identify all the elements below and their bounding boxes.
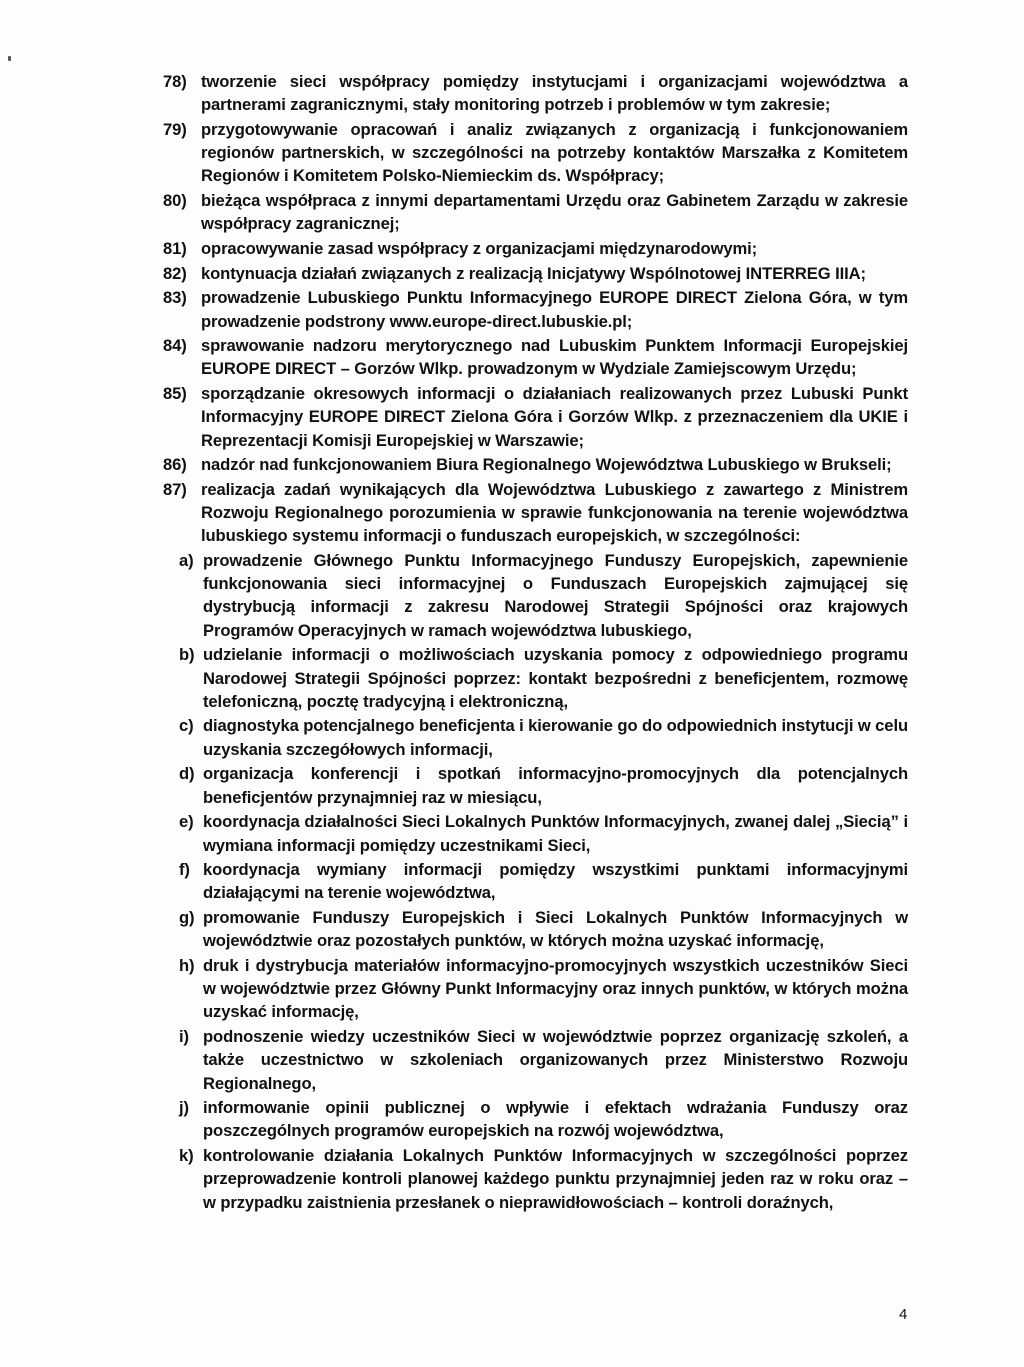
item-number: 80) — [163, 191, 187, 211]
subitem-letter: f) — [179, 860, 190, 880]
list-item-84 — [163, 334, 908, 380]
document-body — [163, 70, 908, 1215]
sublist-item-h — [163, 954, 908, 1024]
subitem-text: organizacja konferencji i spotkań informacyjno-promocyjnych dla potencjalnych beneficjentów przynajmniej raz w miesiącu, — [203, 764, 908, 807]
item-number: 81) — [163, 238, 187, 258]
subitem-letter: j) — [179, 1098, 189, 1118]
subitem-letter: d) — [179, 764, 195, 784]
item-number: 78) — [163, 72, 187, 91]
list-item-85 — [163, 382, 908, 452]
item-number: 85) — [163, 384, 187, 404]
list-item-87 — [163, 478, 908, 548]
subitem-text: udzielanie informacji o możliwościach uzyskania pomocy z odpowiedniego programu Narodowej Strategii Spójności poprzez: kontakt bezpośredni z beneficjentem, rozmowę telefoniczną, pocztę tradycyjną i elektroniczną, — [203, 645, 908, 711]
sublist-item-i — [163, 1025, 908, 1095]
list-item-82 — [163, 262, 908, 285]
item-text: realizacja zadań wynikających dla Województwa Lubuskiego z zawartego z Ministrem Rozwoju Regionalnego porozumienia w sprawie funkcjonowania na terenie województwa lubuskiego systemu informacji o funduszach europejskich, w szczególności: — [201, 479, 908, 546]
item-text: prowadzenie Lubuskiego Punktu Informacyjnego EUROPE DIRECT Zielona Góra, w tym prowadzenie podstrony www.europe-direct.lubuskie.pl; — [201, 288, 908, 331]
item-number: 84) — [163, 336, 187, 356]
subitem-text: informowanie opinii publicznej o wpływie i efektach wdrażania Funduszy oraz poszczególnych programów europejskich na rozwój województwa, — [203, 1098, 908, 1141]
subitem-letter: b) — [179, 645, 195, 665]
subitem-text: koordynacja wymiany informacji pomiędzy wszystkimi punktami informacyjnymi działającymi na terenie województwa, — [203, 860, 908, 903]
subitem-letter: c) — [179, 716, 194, 736]
sublist-item-g — [163, 906, 908, 952]
sublist-item-c — [163, 714, 908, 760]
item-text: opracowywanie zasad współpracy z organizacjami międzynarodowymi; — [201, 238, 758, 258]
list-item-80 — [163, 189, 908, 235]
item-number: 79) — [163, 119, 187, 139]
subitem-text: diagnostyka potencjalnego beneficjenta i kierowanie go do odpowiednich instytucji w celu uzyskania szczegółowych informacji, — [203, 716, 908, 759]
list-item-83 — [163, 286, 908, 332]
subitem-text: druk i dystrybucja materiałów informacyjno-promocyjnych wszystkich uczestników Sieci w województwie przez Główny Punkt Informacyjny oraz innych punktów, w których można uzyskać informację, — [203, 956, 908, 1022]
scan-speck — [8, 56, 11, 61]
item-text: kontynuacja działań związanych z realizacją Inicjatywy Wspólnotowej INTERREG IIIA; — [201, 263, 866, 283]
sublist-item-d — [163, 762, 908, 808]
item-number: 82) — [163, 263, 187, 283]
list-item-86 — [163, 453, 908, 476]
sublist-item-b — [163, 643, 908, 713]
subitem-text: promowanie Funduszy Europejskich i Sieci Lokalnych Punktów Informacyjnych w województwie oraz pozostałych punktów, w których można uzyskać informację, — [203, 908, 908, 951]
item-text: bieżąca współpraca z innymi departamentami Urzędu oraz Gabinetem Zarządu w zakresie współpracy zagranicznej; — [201, 191, 908, 234]
subitem-text: koordynacja działalności Sieci Lokalnych Punktów Informacyjnych, zwanej dalej „Siecią” i wymiana informacji pomiędzy uczestnikami Sieci, — [203, 812, 908, 855]
subitem-letter: h) — [179, 956, 195, 976]
page-number: 4 — [899, 1306, 908, 1323]
item-number: 86) — [163, 455, 187, 475]
subitem-letter: k) — [179, 1146, 194, 1166]
item-text: przygotowywanie opracowań i analiz związanych z organizacją i funkcjonowaniem regionów partnerskich, w szczególności na potrzeby kontaktów Marszałka z Komitetem Regionów i Komitetem Polsko-Niemieckim ds. Współpracy; — [201, 119, 908, 186]
item-text: sporządzanie okresowych informacji o działaniach realizowanych przez Lubuski Punkt Informacyjny EUROPE DIRECT Zielona Góra i Gorzów Wlkp. z przeznaczeniem dla UKIE i Reprezentacji Komisji Europejskiej w Warszawie; — [201, 384, 908, 450]
subitem-letter: e) — [179, 812, 194, 832]
subitem-text: podnoszenie wiedzy uczestników Sieci w województwie poprzez organizację szkoleń, a także uczestnictwo w szkoleniach organizowanych przez Ministerstwo Rozwoju Regionalnego, — [203, 1027, 908, 1093]
subitem-letter: i) — [179, 1027, 189, 1047]
list-item-79 — [163, 118, 908, 188]
sublist-item-e — [163, 810, 908, 856]
item-text: tworzenie sieci współpracy pomiędzy instytucjami i organizacjami województwa a partnerami zagranicznymi, stały monitoring potrzeb i problemów w tym zakresie; — [201, 72, 908, 115]
sublist-item-f — [163, 858, 908, 904]
sublist-item-k — [163, 1144, 908, 1214]
item-number: 83) — [163, 288, 187, 308]
list-item-78 — [163, 70, 908, 116]
subitem-text: prowadzenie Głównego Punktu Informacyjnego Funduszy Europejskich, zapewnienie funkcjonowania sieci informacyjnej o Funduszach Europejskich zajmującej się dystrybucją informacji z zakresu Narodowej Strategii Spójności oraz krajowych Programów Operacyjnych w ramach województwa lubuskiego, — [203, 551, 908, 640]
subitem-text: kontrolowanie działania Lokalnych Punktów Informacyjnych w szczególności poprzez przeprowadzenie kontroli planowej każdego punktu przynajmniej jeden raz w roku oraz – w przypadku zaistnienia przesłanek o nieprawidłowościach – kontroli doraźnych, — [203, 1146, 908, 1212]
sublist-item-j — [163, 1096, 908, 1142]
list-item-81 — [163, 237, 908, 260]
item-text: sprawowanie nadzoru merytorycznego nad Lubuskim Punktem Informacji Europejskiej EUROPE DIRECT – Gorzów Wlkp. prowadzonym w Wydziale Zamiejscowym Urzędu; — [201, 336, 908, 379]
sublist-item-a — [163, 549, 908, 642]
item-number: 87) — [163, 479, 187, 499]
subitem-letter: g) — [179, 908, 195, 928]
item-text: nadzór nad funkcjonowaniem Biura Regionalnego Województwa Lubuskiego w Brukseli; — [201, 455, 892, 475]
subitem-letter: a) — [179, 551, 194, 571]
